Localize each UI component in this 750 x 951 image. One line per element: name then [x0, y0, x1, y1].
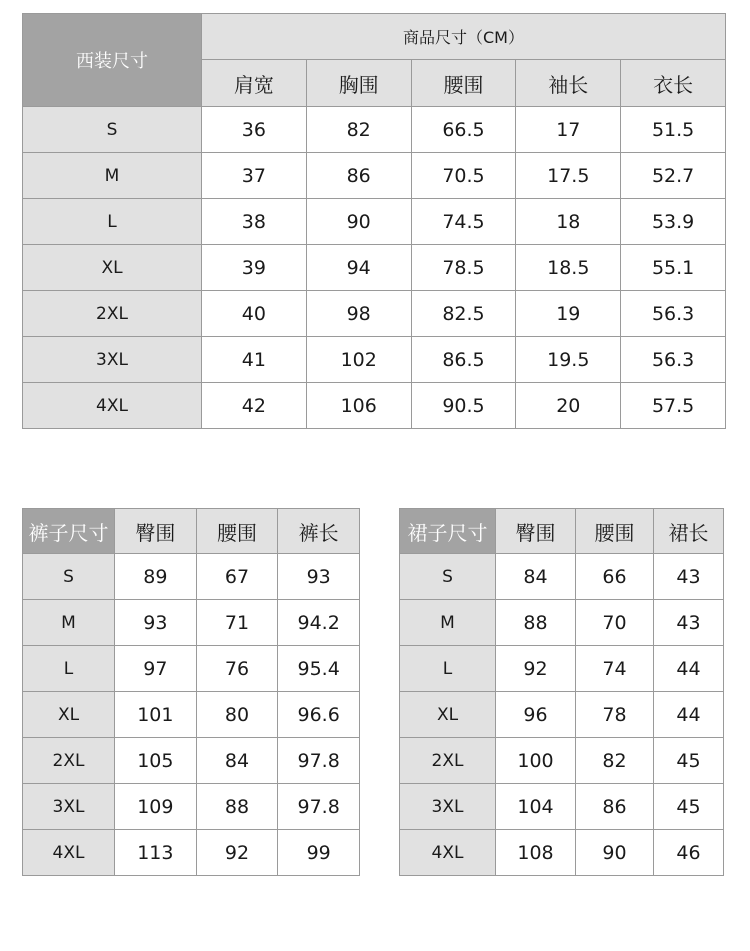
- measurement-cell: 99: [278, 830, 360, 876]
- size-label: XL: [23, 245, 202, 291]
- column-header: 腰围: [411, 60, 516, 107]
- measurement-cell: 106: [306, 383, 411, 429]
- table-row: [23, 784, 360, 830]
- table-row: [23, 153, 726, 199]
- measurement-cell: 78.5: [411, 245, 516, 291]
- measurement-cell: 102: [306, 337, 411, 383]
- measurement-cell: 17: [516, 107, 621, 153]
- size-label: 2XL: [23, 738, 115, 784]
- measurement-cell: 70: [576, 600, 654, 646]
- column-header: 裙长: [654, 509, 724, 554]
- skirt-size-table: [399, 508, 724, 876]
- measurement-cell: 53.9: [621, 199, 726, 245]
- size-label: S: [23, 554, 115, 600]
- column-header: 臀围: [496, 509, 576, 554]
- column-header: 胸围: [306, 60, 411, 107]
- measurement-cell: 109: [115, 784, 197, 830]
- measurement-cell: 18.5: [516, 245, 621, 291]
- measurement-cell: 93: [115, 600, 197, 646]
- measurement-cell: 70.5: [411, 153, 516, 199]
- measurement-cell: 86: [576, 784, 654, 830]
- measurement-cell: 42: [202, 383, 307, 429]
- measurement-cell: 105: [115, 738, 197, 784]
- pants-table-title: 裤子尺寸: [23, 509, 115, 554]
- table-row: [400, 646, 724, 692]
- size-label: 2XL: [23, 291, 202, 337]
- measurement-cell: 55.1: [621, 245, 726, 291]
- measurement-cell: 74: [576, 646, 654, 692]
- column-header: 肩宽: [202, 60, 307, 107]
- measurement-cell: 93: [278, 554, 360, 600]
- measurement-cell: 76: [196, 646, 278, 692]
- measurement-cell: 108: [496, 830, 576, 876]
- measurement-cell: 89: [115, 554, 197, 600]
- measurement-cell: 36: [202, 107, 307, 153]
- table-row: [23, 646, 360, 692]
- measurement-cell: 67: [196, 554, 278, 600]
- size-label: 3XL: [23, 337, 202, 383]
- size-label: 4XL: [23, 383, 202, 429]
- measurement-cell: 41: [202, 337, 307, 383]
- size-label: M: [23, 153, 202, 199]
- measurement-cell: 45: [654, 784, 724, 830]
- measurement-cell: 86.5: [411, 337, 516, 383]
- size-label: 4XL: [23, 830, 115, 876]
- table-row: [400, 738, 724, 784]
- measurement-cell: 88: [496, 600, 576, 646]
- measurement-cell: 43: [654, 554, 724, 600]
- measurement-cell: 92: [196, 830, 278, 876]
- measurement-cell: 113: [115, 830, 197, 876]
- measurement-cell: 82: [306, 107, 411, 153]
- table-row: [23, 107, 726, 153]
- measurement-cell: 66: [576, 554, 654, 600]
- table-row: [400, 554, 724, 600]
- measurement-cell: 52.7: [621, 153, 726, 199]
- table-row: [23, 383, 726, 429]
- suit-size-table: [22, 13, 726, 429]
- column-header: 腰围: [576, 509, 654, 554]
- measurement-cell: 94.2: [278, 600, 360, 646]
- measurement-cell: 71: [196, 600, 278, 646]
- measurement-cell: 84: [496, 554, 576, 600]
- measurement-cell: 95.4: [278, 646, 360, 692]
- size-label: L: [23, 199, 202, 245]
- measurement-cell: 45: [654, 738, 724, 784]
- measurement-cell: 44: [654, 692, 724, 738]
- suit-table-body: [23, 107, 726, 429]
- measurement-cell: 84: [196, 738, 278, 784]
- measurement-cell: 19.5: [516, 337, 621, 383]
- table-row: [23, 830, 360, 876]
- size-label: 3XL: [400, 784, 496, 830]
- size-label: L: [400, 646, 496, 692]
- size-label: 3XL: [23, 784, 115, 830]
- measurement-cell: 98: [306, 291, 411, 337]
- column-header: 裤长: [278, 509, 360, 554]
- column-header: 腰围: [196, 509, 278, 554]
- measurement-cell: 40: [202, 291, 307, 337]
- measurement-cell: 20: [516, 383, 621, 429]
- table-row: [23, 554, 360, 600]
- table-row: [23, 245, 726, 291]
- measurement-cell: 51.5: [621, 107, 726, 153]
- measurement-cell: 46: [654, 830, 724, 876]
- measurement-cell: 86: [306, 153, 411, 199]
- measurement-cell: 66.5: [411, 107, 516, 153]
- table-row: [400, 784, 724, 830]
- measurement-cell: 18: [516, 199, 621, 245]
- column-header: 袖长: [516, 60, 621, 107]
- table-row: [23, 600, 360, 646]
- measurement-cell: 56.3: [621, 337, 726, 383]
- table-row: [23, 692, 360, 738]
- size-label: M: [400, 600, 496, 646]
- measurement-cell: 78: [576, 692, 654, 738]
- measurement-cell: 100: [496, 738, 576, 784]
- measurement-cell: 19: [516, 291, 621, 337]
- measurement-cell: 43: [654, 600, 724, 646]
- skirt-table-title: 裙子尺寸: [400, 509, 496, 554]
- measurement-cell: 92: [496, 646, 576, 692]
- pants-size-table: [22, 508, 360, 876]
- measurement-cell: 74.5: [411, 199, 516, 245]
- measurement-cell: 82.5: [411, 291, 516, 337]
- table-row: [23, 738, 360, 784]
- measurement-cell: 90: [306, 199, 411, 245]
- column-header: 臀围: [115, 509, 197, 554]
- measurement-cell: 57.5: [621, 383, 726, 429]
- pants-table-body: [23, 554, 360, 876]
- size-label: 2XL: [400, 738, 496, 784]
- table-row: [23, 291, 726, 337]
- size-label: M: [23, 600, 115, 646]
- measurement-cell: 82: [576, 738, 654, 784]
- measurement-cell: 96: [496, 692, 576, 738]
- measurement-cell: 90: [576, 830, 654, 876]
- measurement-cell: 97: [115, 646, 197, 692]
- table-row: [23, 199, 726, 245]
- pants-header-row: [23, 509, 360, 554]
- measurement-cell: 39: [202, 245, 307, 291]
- measurement-cell: 104: [496, 784, 576, 830]
- measurement-cell: 94: [306, 245, 411, 291]
- column-header: 衣长: [621, 60, 726, 107]
- measurement-cell: 37: [202, 153, 307, 199]
- measurement-cell: 80: [196, 692, 278, 738]
- measurement-cell: 56.3: [621, 291, 726, 337]
- size-label: S: [400, 554, 496, 600]
- size-label: 4XL: [400, 830, 496, 876]
- suit-table-title: 西装尺寸: [23, 14, 202, 107]
- measurement-cell: 88: [196, 784, 278, 830]
- table-row: [400, 830, 724, 876]
- size-label: S: [23, 107, 202, 153]
- measurement-cell: 96.6: [278, 692, 360, 738]
- skirt-header-row: [400, 509, 724, 554]
- suit-group-header: 商品尺寸（CM）: [202, 14, 726, 60]
- measurement-cell: 97.8: [278, 738, 360, 784]
- table-row: [400, 692, 724, 738]
- skirt-table-body: [400, 554, 724, 876]
- measurement-cell: 90.5: [411, 383, 516, 429]
- measurement-cell: 97.8: [278, 784, 360, 830]
- size-label: L: [23, 646, 115, 692]
- table-row: [23, 337, 726, 383]
- size-label: XL: [23, 692, 115, 738]
- measurement-cell: 101: [115, 692, 197, 738]
- table-row: [400, 600, 724, 646]
- size-label: XL: [400, 692, 496, 738]
- measurement-cell: 17.5: [516, 153, 621, 199]
- measurement-cell: 38: [202, 199, 307, 245]
- measurement-cell: 44: [654, 646, 724, 692]
